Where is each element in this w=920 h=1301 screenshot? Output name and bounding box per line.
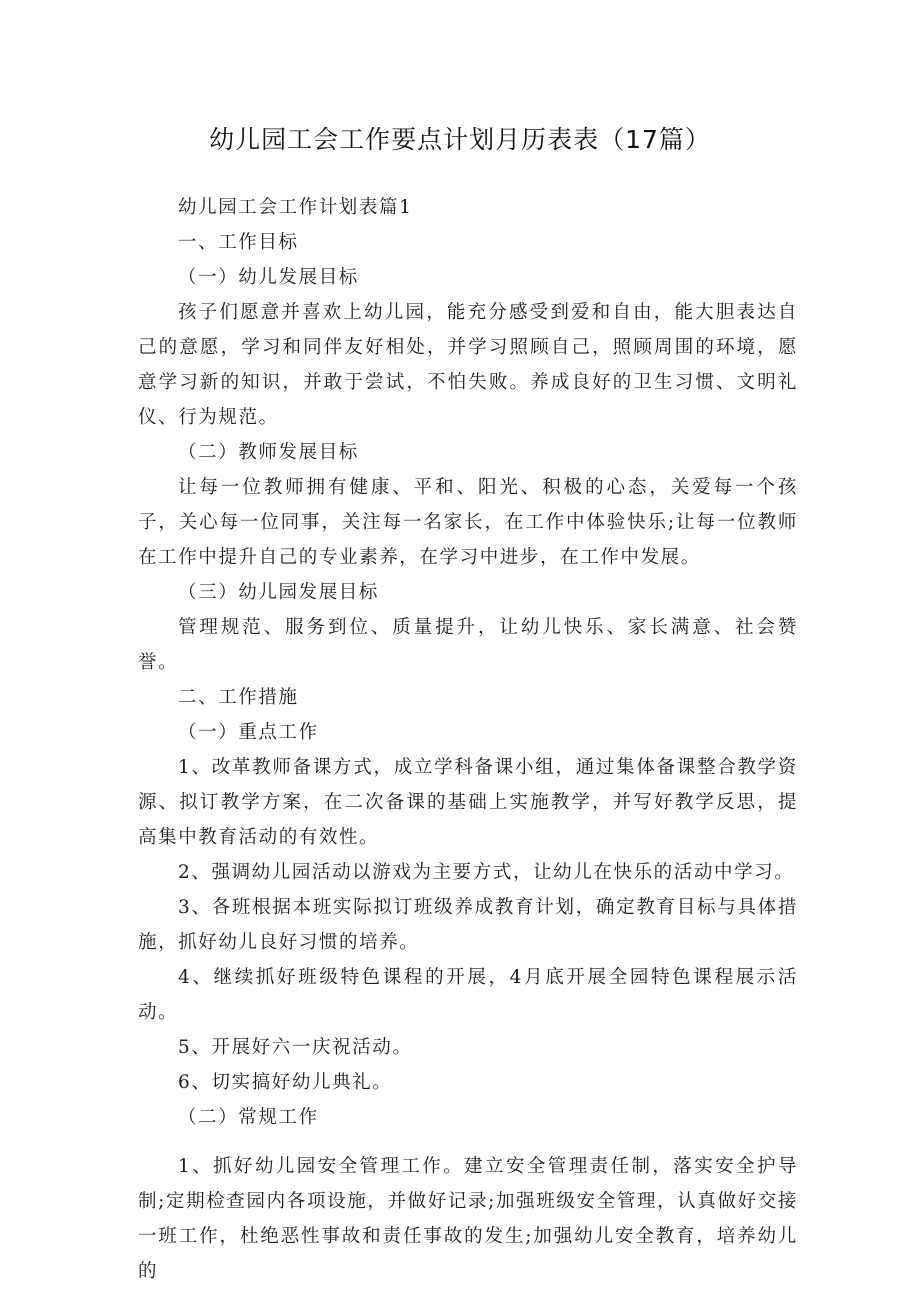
- paragraph: （一）幼儿发展目标: [178, 267, 359, 288]
- paragraph: （一）重点工作: [178, 722, 319, 743]
- paragraph: 1、改革教师备课方式，成立学科备课小组，通过集体备课整合教学资源、拟订教学方案，在二次备课的基础上实施教学，并写好教学反思，提高集中教育活动的有效性。: [138, 757, 798, 848]
- paragraph: 3、各班根据本班实际拟订班级养成教育计划，确定教育目标与具体措施，抓好幼儿良好习惯的培养。: [138, 897, 798, 953]
- paragraph: 管理规范、服务到位、质量提升，让幼儿快乐、家长满意、社会赞誉。: [138, 617, 798, 673]
- paragraph: 幼儿园工会工作计划表篇1: [178, 197, 413, 218]
- paragraph: 6、切实搞好幼儿典礼。: [178, 1072, 393, 1093]
- paragraph: （三）幼儿园发展目标: [178, 582, 380, 603]
- paragraph: 二、工作措施: [178, 687, 299, 708]
- paragraph: 一、工作目标: [178, 232, 299, 253]
- paragraph: 1、抓好幼儿园安全管理工作。建立安全管理责任制，落实安全护导制;定期检查园内各项设施，并做好记录;加强班级安全管理，认真做好交接一班工作，杜绝恶性事故和责任事故的发生;加强幼儿安全教育，培养幼儿的: [138, 1156, 798, 1282]
- paragraph: 2、强调幼儿园活动以游戏为主要方式，让幼儿在快乐的活动中学习。: [178, 862, 795, 883]
- paragraph: （二）教师发展目标: [178, 442, 359, 463]
- paragraph: 4、继续抓好班级特色课程的开展，4月底开展全园特色课程展示活动。: [138, 967, 798, 1023]
- paragraph: （二）常规工作: [178, 1107, 319, 1128]
- paragraph: 让每一位教师拥有健康、平和、阳光、积极的心态，关爱每一个孩子，关心每一位同事，关注每一名家长，在工作中体验快乐;让每一位教师在工作中提升自己的专业素养，在学习中进步，在工作中发展。: [138, 477, 798, 568]
- paragraph: 5、开展好六一庆祝活动。: [178, 1037, 413, 1058]
- document-body: [138, 190, 798, 1289]
- document-title: 幼儿园工会工作要点计划月历表表（17篇）: [209, 125, 711, 154]
- paragraph: 孩子们愿意并喜欢上幼儿园，能充分感受到爱和自由，能大胆表达自己的意愿，学习和同伴友好相处，并学习照顾自己，照顾周围的环境，愿意学习新的知识，并敢于尝试，不怕失败。养成良好的卫生习惯、文明礼仪、行为规范。: [138, 302, 798, 428]
